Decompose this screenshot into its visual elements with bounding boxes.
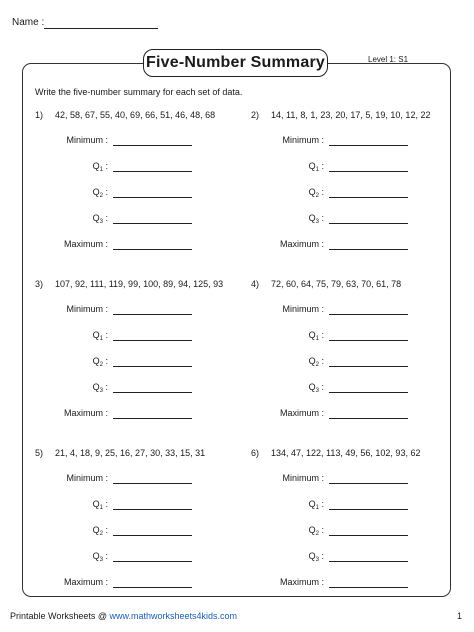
q3-answer-line[interactable] [329,392,408,393]
maximum-row [251,577,461,591]
minimum-answer-line[interactable] [329,483,408,484]
q2-row [251,187,461,201]
problem-5 [35,448,245,598]
maximum-answer-line[interactable] [113,587,192,588]
q1-label: $Q_1$ : [308,161,324,173]
q2-label: $Q_2$ : [92,356,108,368]
q1-row [35,161,245,175]
maximum-row [251,239,461,253]
q1-answer-line[interactable] [329,340,408,341]
problem-number: 2) [251,110,260,120]
problem-1 [35,110,245,260]
problem-number: 6) [251,448,260,458]
minimum-label: Minimum : [66,135,108,145]
minimum-answer-line[interactable] [329,145,408,146]
q2-answer-line[interactable] [329,366,408,367]
q2-row [35,356,245,370]
maximum-answer-line[interactable] [329,418,408,419]
q1-answer-line[interactable] [329,509,408,510]
q2-row [35,525,245,539]
maximum-label: Maximum : [279,577,324,587]
q1-row [35,330,245,344]
minimum-row [251,304,461,318]
minimum-row [35,473,245,487]
q1-answer-line[interactable] [113,171,192,172]
q3-label: $Q_3$ : [92,551,108,563]
q1-label: $Q_1$ : [92,330,108,342]
problem-header [35,279,223,289]
q2-label: $Q_2$ : [308,356,324,368]
q3-label: $Q_3$ : [92,213,108,225]
minimum-label: Minimum : [282,304,324,314]
problem-data: 14, 11, 8, 1, 23, 20, 17, 5, 19, 10, 12, 22 [271,110,431,120]
minimum-row [35,135,245,149]
q3-label: $Q_3$ : [308,382,324,394]
problem-number: 4) [251,279,260,289]
maximum-row [35,239,245,253]
maximum-answer-line[interactable] [113,418,192,419]
minimum-answer-line[interactable] [113,314,192,315]
q2-answer-line[interactable] [113,197,192,198]
q2-answer-line[interactable] [329,535,408,536]
q3-label: $Q_3$ : [92,382,108,394]
problem-2 [251,110,461,260]
q3-row [35,213,245,227]
problem-header [251,110,430,120]
q3-answer-line[interactable] [113,561,192,562]
level-label: Level 1: S1 [368,55,409,64]
problem-header [35,448,205,458]
problem-data: 42, 58, 67, 55, 40, 69, 66, 51, 46, 48, 68 [55,110,216,120]
q2-answer-line[interactable] [113,535,192,536]
problem-number: 5) [35,448,44,458]
q3-answer-line[interactable] [329,223,408,224]
minimum-label: Minimum : [66,304,108,314]
minimum-answer-line[interactable] [113,483,192,484]
maximum-answer-line[interactable] [113,249,192,250]
q3-row [35,382,245,396]
minimum-row [35,304,245,318]
instructions: Write the five-number summary for each set of data. [35,87,243,97]
problem-data: 134, 47, 122, 113, 49, 56, 102, 93, 62 [271,448,421,458]
q1-row [251,161,461,175]
q2-row [35,187,245,201]
q2-answer-line[interactable] [329,197,408,198]
q3-row [251,213,461,227]
q1-answer-line[interactable] [113,509,192,510]
minimum-label: Minimum : [66,473,108,483]
problem-number: 3) [35,279,44,289]
footer-site-link[interactable]: www.mathworksheets4kids.com [109,611,238,621]
q1-row [35,499,245,513]
maximum-label: Maximum : [63,408,108,418]
name-field-line[interactable] [44,28,158,29]
q2-answer-line[interactable] [113,366,192,367]
q1-row [251,499,461,513]
maximum-label: Maximum : [63,239,108,249]
q2-label: $Q_2$ : [92,525,108,537]
maximum-row [35,577,245,591]
footer-prefix: Printable Worksheets @ [10,611,110,621]
q3-answer-line[interactable] [113,392,192,393]
maximum-answer-line[interactable] [329,249,408,250]
maximum-row [35,408,245,422]
maximum-row [251,408,461,422]
problem-number: 1) [35,110,44,120]
q3-answer-line[interactable] [113,223,192,224]
q2-row [251,525,461,539]
problem-header [251,448,420,458]
minimum-answer-line[interactable] [113,145,192,146]
problem-4 [251,279,461,429]
q1-row [251,330,461,344]
problem-data: 72, 60, 64, 75, 79, 63, 70, 61, 78 [271,279,402,289]
q1-answer-line[interactable] [329,171,408,172]
q1-label: $Q_1$ : [92,499,108,511]
problem-6 [251,448,461,598]
q2-label: $Q_2$ : [308,187,324,199]
minimum-label: Minimum : [282,473,324,483]
problem-data: 107, 92, 111, 119, 99, 100, 89, 94, 125, 93 [55,279,224,289]
q1-answer-line[interactable] [113,340,192,341]
minimum-row [251,473,461,487]
q1-label: $Q_1$ : [92,161,108,173]
q3-row [35,551,245,565]
minimum-label: Minimum : [282,135,324,145]
q2-row [251,356,461,370]
q3-row [251,551,461,565]
q1-label: $Q_1$ : [308,499,324,511]
q3-row [251,382,461,396]
page-number: 1 [457,611,463,621]
q3-label: $Q_3$ : [308,213,324,225]
minimum-answer-line[interactable] [329,314,408,315]
worksheet-title: Five-Number Summary [143,49,328,77]
name-label: Name : [12,17,45,28]
maximum-label: Maximum : [63,577,108,587]
q2-label: $Q_2$ : [308,525,324,537]
footer [10,611,237,621]
maximum-label: Maximum : [279,408,324,418]
maximum-answer-line[interactable] [329,587,408,588]
problem-3 [35,279,245,429]
problem-header [35,110,215,120]
problem-header [251,279,401,289]
problem-data: 21, 4, 18, 9, 25, 16, 27, 30, 33, 15, 31 [55,448,206,458]
maximum-label: Maximum : [279,239,324,249]
q1-label: $Q_1$ : [308,330,324,342]
q3-answer-line[interactable] [329,561,408,562]
q2-label: $Q_2$ : [92,187,108,199]
q3-label: $Q_3$ : [308,551,324,563]
minimum-row [251,135,461,149]
